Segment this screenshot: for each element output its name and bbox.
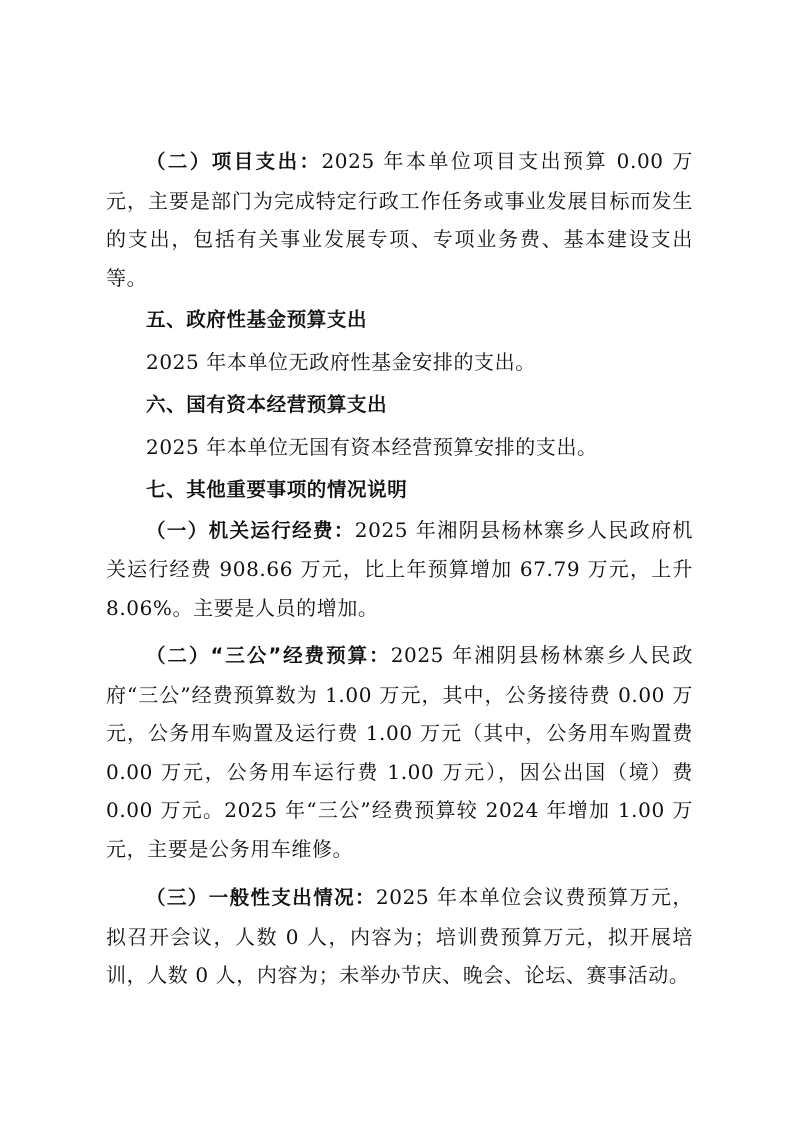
- paragraph-three-public: [106, 636, 693, 868]
- three-public-body: 2025 年湘阴县杨林寨乡人民政府“三公”经费预算数为 1.00 万元，其中，公务接待费 0.00 万元，公务用车购置及运行费 1.00 万元（其中，公务用车购置费 0.00 万元，公务用车运行费 1.00 万元），因公出国（境）费 0.00 万元。2025 年“三公”经费预算较 2024 年增加 1.00 万元，主要是公务用车维修。: [106, 643, 693, 861]
- three-public-lead: （二）“三公”经费预算：: [146, 644, 391, 667]
- paragraph-government-fund: 2025 年本单位无政府性基金安排的支出。: [146, 349, 536, 374]
- project-expenditure-lead: （二）项目支出：: [146, 150, 322, 173]
- operating-expenses-body: 2025 年湘阴县杨林寨乡人民政府机关运行经费 908.66 万元，比上年预算增加 67.79 万元，上升 8.06%。主要是人员的增加。: [106, 517, 693, 620]
- project-expenditure-body: 2025 年本单位项目支出预算 0.00 万元，主要是部门为完成特定行政工作任务或事业发展目标而发生的支出，包括有关事业发展专项、专项业务费、基本建设支出等。: [106, 149, 693, 290]
- paragraph-general-expenditure: [106, 878, 693, 995]
- paragraph-project-expenditure: [106, 142, 693, 297]
- general-expenditure-lead: （三）一般性支出情况：: [146, 886, 376, 909]
- heading-state-capital: 六、国有资本经营预算支出: [146, 393, 388, 416]
- heading-government-fund: 五、政府性基金预算支出: [146, 308, 368, 331]
- operating-expenses-lead: （一）机关运行经费：: [146, 518, 355, 542]
- heading-other-matters: 七、其他重要事项的情况说明: [146, 478, 408, 501]
- general-expenditure-body: 2025 年本单位会议费预算万元，拟召开会议，人数 0 人，内容为；培训费预算万元，拟开展培训，人数 0 人，内容为；未举办节庆、晚会、论坛、赛事活动。: [106, 885, 693, 987]
- paragraph-state-capital: 2025 年本单位无国有资本经营预算安排的支出。: [146, 434, 598, 459]
- paragraph-operating-expenses: [106, 511, 693, 628]
